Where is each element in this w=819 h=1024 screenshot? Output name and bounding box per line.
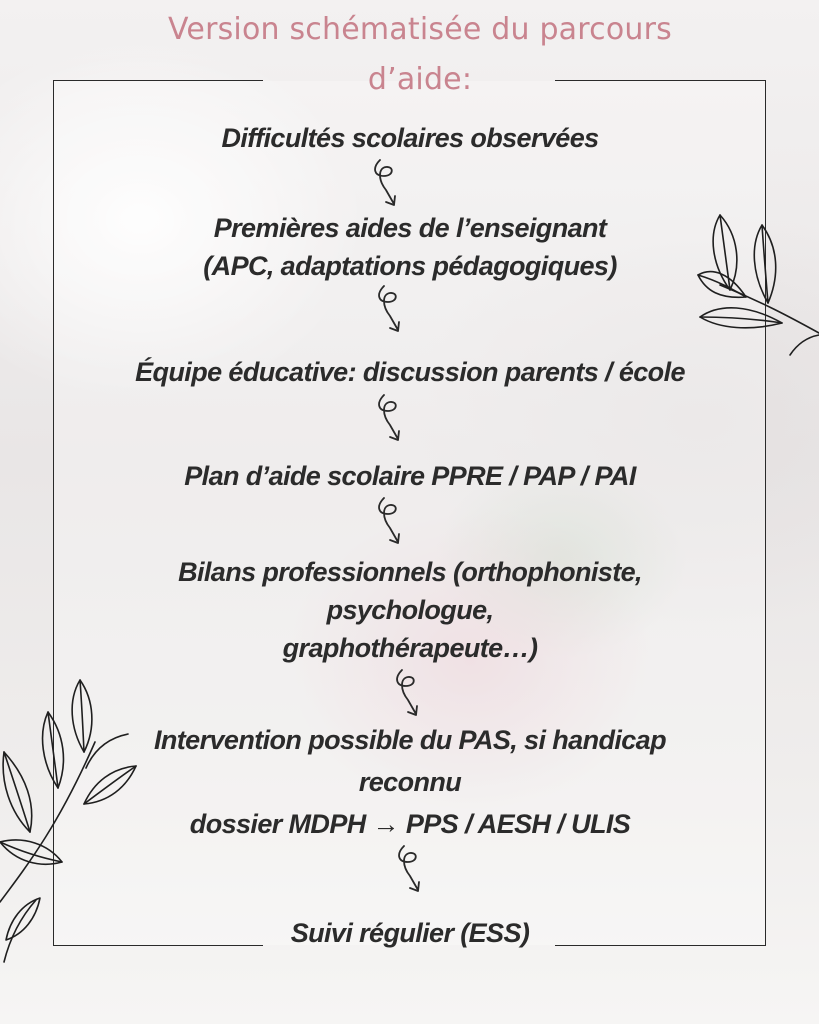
step-line: Suivi régulier (ESS)	[290, 918, 530, 948]
step-line: Difficultés scolaires observées	[221, 123, 599, 153]
page-title-line-1: Version schématisée du parcours	[168, 12, 672, 47]
step-plan-aide	[60, 457, 760, 495]
step-line: Intervention possible du PAS, si handicap	[154, 725, 666, 755]
step-suivi-regulier	[60, 914, 760, 952]
curly-down-arrow-icon	[392, 844, 432, 896]
step-line: Équipe éducative: discussion parents / école	[135, 357, 685, 387]
curly-down-arrow-icon	[372, 393, 412, 445]
step-line: reconnu	[358, 767, 462, 797]
step-bilans	[60, 553, 760, 667]
step-premieres-aides	[60, 209, 760, 285]
step-equipe-educative	[60, 353, 760, 391]
page-title-line-2: d’aide:	[367, 62, 473, 97]
step-line: dossier MDPH → PPS / AESH / ULIS	[189, 809, 631, 839]
curly-down-arrow-icon	[368, 158, 408, 210]
leaf-branch-icon	[690, 205, 819, 365]
step-line: psychologue,	[326, 595, 494, 625]
curly-down-arrow-icon	[390, 668, 430, 720]
step-line: Bilans professionnels (orthophoniste,	[178, 557, 642, 587]
step-difficultes	[60, 119, 760, 157]
leaf-branch-icon	[0, 672, 140, 972]
step-line: Premières aides de l’enseignant	[213, 213, 607, 243]
step-line: (APC, adaptations pédagogiques)	[203, 251, 617, 281]
curly-down-arrow-icon	[372, 284, 412, 336]
curly-down-arrow-icon	[372, 496, 412, 548]
step-intervention-pas	[60, 719, 760, 845]
step-line: Plan d’aide scolaire PPRE / PAP / PAI	[184, 461, 636, 491]
step-line: graphothérapeute…)	[282, 633, 538, 663]
